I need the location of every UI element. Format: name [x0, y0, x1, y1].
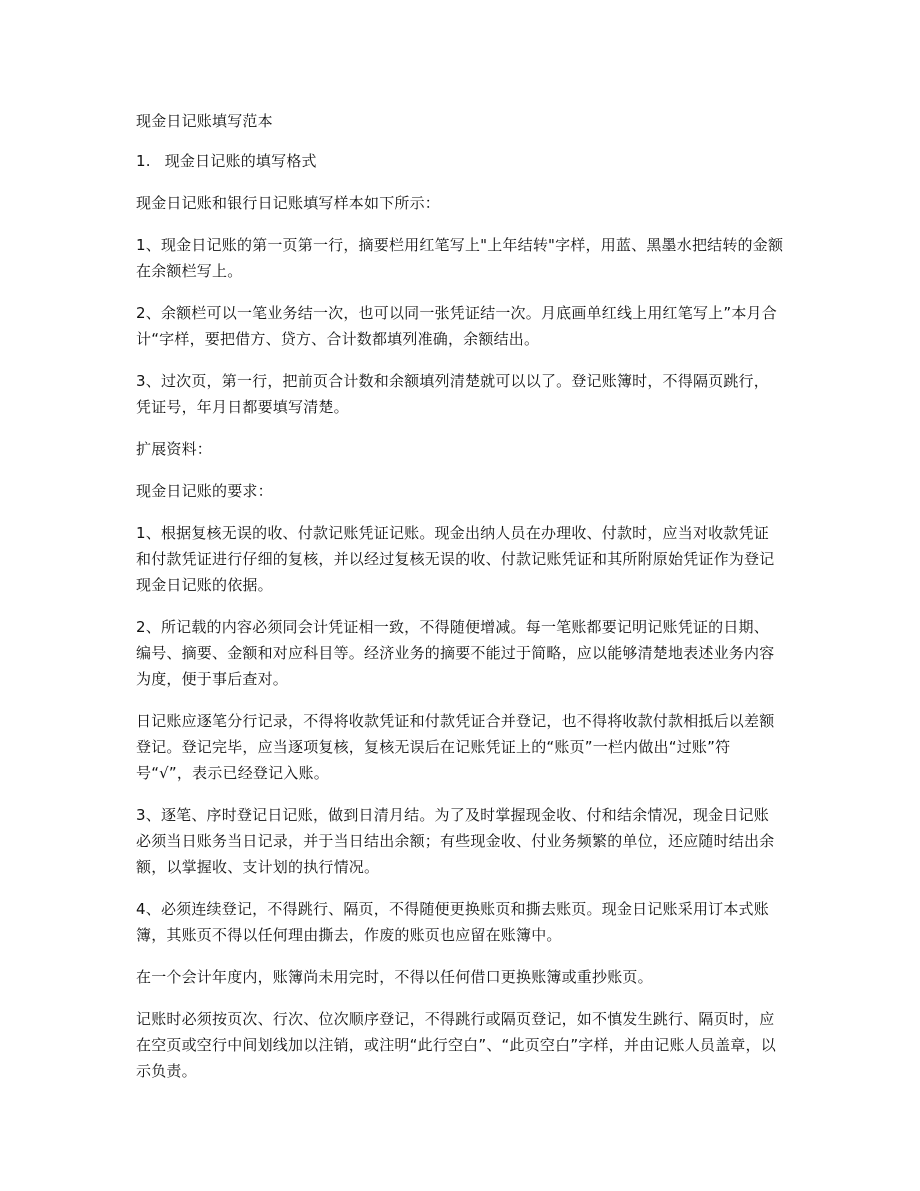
section-heading-text: 现金日记账的填写格式 — [164, 152, 317, 170]
paragraph-requirement-4: 4、必须连续登记，不得跳行、隔页，不得随便更换账页和撕去账页。现金日记账采用订本式账簿，其账页不得以任何理由撕去，作废的账页也应留在账簿中。 — [136, 900, 769, 944]
document-body — [136, 108, 784, 1100]
document-title: 现金日记账填写范本 — [136, 112, 273, 130]
paragraph-recording-order: 记账时必须按页次、行次、位次顺序登记，不得跳行或隔页登记，如不慎发生跳行、隔页时，应在空页或空行中间划线加以注销，或注明“此行空白”、“此页空白”字样，并由记账人员盖章，以示负责。 — [136, 1010, 776, 1080]
paragraph-intro: 现金日记账和银行日记账填写样本如下所示： — [136, 194, 441, 212]
section-heading — [136, 148, 784, 174]
paragraph-extended-label: 扩展资料： — [136, 440, 213, 458]
paragraph-step-3: 3、过次页，第一行，把前页合计数和余额填列清楚就可以以了。登记账簿时，不得隔页跳行，凭证号，年月日都要填写清楚。 — [136, 372, 769, 416]
section-number: 1. — [136, 152, 151, 170]
paragraph-requirements-label: 现金日记账的要求： — [136, 482, 273, 500]
paragraph-requirement-1: 1、根据复核无误的收、付款记账凭证记账。现金出纳人员在办理收、付款时，应当对收款凭证和付款凭证进行仔细的复核，并以经过复核无误的收、付款记账凭证和其所附原始凭证作为登记现金日记账的依据。 — [136, 524, 775, 594]
paragraph-step-1: 1、现金日记账的第一页第一行，摘要栏用红笔写上"上年结转"字样，用蓝、黑墨水把结转的金额在余额栏写上。 — [136, 236, 784, 280]
paragraph-journal-entry: 日记账应逐笔分行记录，不得将收款凭证和付款凭证合并登记，也不得将收款付款相抵后以差额登记。登记完毕，应当逐项复核，复核无误后在记账凭证上的“账页”一栏内做出“过账”符号“√”，表示已经登记入账。 — [136, 712, 775, 782]
paragraph-step-2: 2、余额栏可以一笔业务结一次，也可以同一张凭证结一次。月底画单红线上用红笔写上”本月合计“字样，要把借方、贷方、合计数都填列准确，余额结出。 — [136, 304, 777, 348]
paragraph-fiscal-year: 在一个会计年度内，账簿尚未用完时，不得以任何借口更换账簿或重抄账页。 — [136, 968, 653, 986]
paragraph-requirement-2: 2、所记载的内容必须同会计凭证相一致，不得随便增减。每一笔账都要记明记账凭证的日期、编号、摘要、金额和对应科目等。经济业务的摘要不能过于简略，应以能够清楚地表述业务内容为度，便于事后查对。 — [136, 618, 775, 688]
paragraph-requirement-3: 3、逐笔、序时登记日记账，做到日清月结。为了及时掌握现金收、付和结余情况，现金日记账必须当日账务当日记录，并于当日结出余额；有些现金收、付业务频繁的单位，还应随时结出余额，以掌握收、支计划的执行情况。 — [136, 806, 775, 876]
